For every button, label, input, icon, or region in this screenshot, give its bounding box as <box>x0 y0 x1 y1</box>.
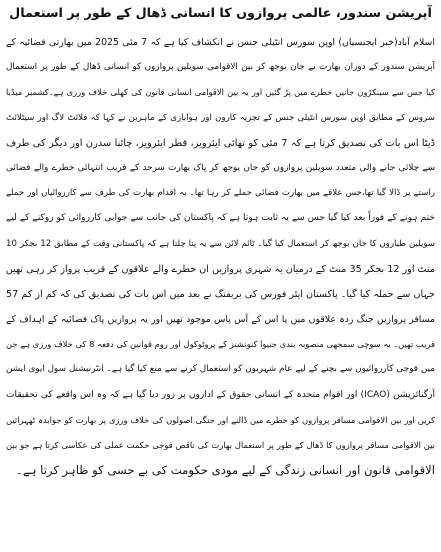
article-line: مسافر پروازیں جنگ زدہ علاقوں میں یا اس کے آس پاس موجود تھیں اور یہ پروازیں پاک فضائیہ کے اہداف کے <box>6 314 435 326</box>
article-line: سویلین طیاروں کا جان بوجھ کر استعمال کیا گیا۔ ٹائم لائن سے یہ پتا چلتا ہے کہ پاکستانی وقت کے مطابق 12 بجکر 10 <box>6 238 435 249</box>
article-line: سے چلائی جانے والی متعدد سویلین پروازوں کو جان بوجھ کر پاک بھارت سرحد کے قریب انتہائی خطرے والے فضائی <box>6 162 435 173</box>
article-line: کریں اور بین الاقوامی مسافر پروازوں کو خطرے میں ڈالنے اور جنگی اصولوں کی خلاف ورزی پر بھارت کو جوابدہ ٹھہرائیں <box>6 414 435 425</box>
article-line: الاقوامی قانون اور انسانی زندگی کے لیے مودی حکومت کی بے حسی کو ظاہر کرتا ہے۔ <box>16 463 435 478</box>
article-line: آپریشن سندور کے دوران بھارت نے جان بوجھ کر بین الاقوامی سویلین پروازوں کو انسانی ڈھال کے طور پر استعمال <box>6 62 435 73</box>
article-line: قریب تھیں۔ یہ سوچی سمجھی منصوبہ بندی جنیوا کنونشنز کے پروٹوکول اور روم قوانین کی دفعہ 8 کی خلاف ورزی ہے جن <box>6 339 435 350</box>
article-line: ڈیٹا اس بات کی تصدیق کرتا ہے کہ 7 مئی کو تھائی ایئرویز، قطر ایئرویز، چائنا سدرن اور دیگر کی طرف <box>6 137 435 149</box>
article-line: منٹ اور 12 بجکر 35 منٹ کے درمیان یہ شہری پروازیں ان خطرے والے علاقوں کے قریب پرواز کر رہی تھیں <box>6 263 435 275</box>
article-line: آرگنائزیشن (ICAO) اور اقوام متحدہ کے انسانی حقوق کے اداروں پر زور دیا گیا ہے کہ وہ اس واقعے کی تحقیقات <box>6 389 435 400</box>
article-line: میں فوجی کارروائیوں سے بچنے کے لیے عام شہریوں کو استعمال کرنے سے منع کیا گیا ہے۔ انٹرنیشنل سول ایوی ایشن <box>6 364 435 375</box>
news-clipping <box>6 4 435 548</box>
headline: آپریشن سندور، عالمی پروازوں کا انسانی ڈھال کے طور پر استعمال <box>9 6 432 21</box>
article-body <box>6 30 435 483</box>
article-line: راستے پر ڈالا گیا تھا،جس علاقے میں بھارت فضائی حملے کر رہا تھا۔ یہ اقدام بھارت کی طرف سے کارروائیاں اور حملے <box>6 188 435 199</box>
article-line: کیا جس سے سینکڑوں جانیں خطرے میں پڑ گئیں اور یہ بین الاقوامی انسانی قانون کی کھلی خلاف ورزی ہے۔کشمیر میڈیا <box>6 87 435 98</box>
article-line: سروس کے مطابق اوپن سورس انٹیلی جنس کے تجزیہ کاروں اور ہوابازی کے ماہرین نے کہا کہ فلائٹ لاگ اور سیٹلائٹ <box>6 112 435 123</box>
article-line: جہاں سے حملہ کیا گیا۔ پاکستان ایئر فورس کی بریفنگ نے بعد میں اس بات کی تصدیق کی کہ کم از کم 57 <box>6 288 435 300</box>
article-line: اسلام آباد(خبر ایجنسیاں) اوپن سورس انٹیلی جنس نے انکشاف کیا ہے کہ 7 مئی 2025 میں بھارتی فضائیہ کے <box>6 37 435 48</box>
article-line: بین الاقوامی مسافر پروازوں کا ڈھال کے طور پر استعمال بھارت کی ناقص فوجی حکمت عملی کی عکاسی کرتا ہے جو بین <box>6 440 435 450</box>
article-line: ختم ہونے کے فوراً بعد کیا گیا جس سے یہ ثابت ہوتا ہے کہ پاکستان کی جانب سے جوابی کارروائی کو روکنے کے لیے <box>6 213 435 224</box>
